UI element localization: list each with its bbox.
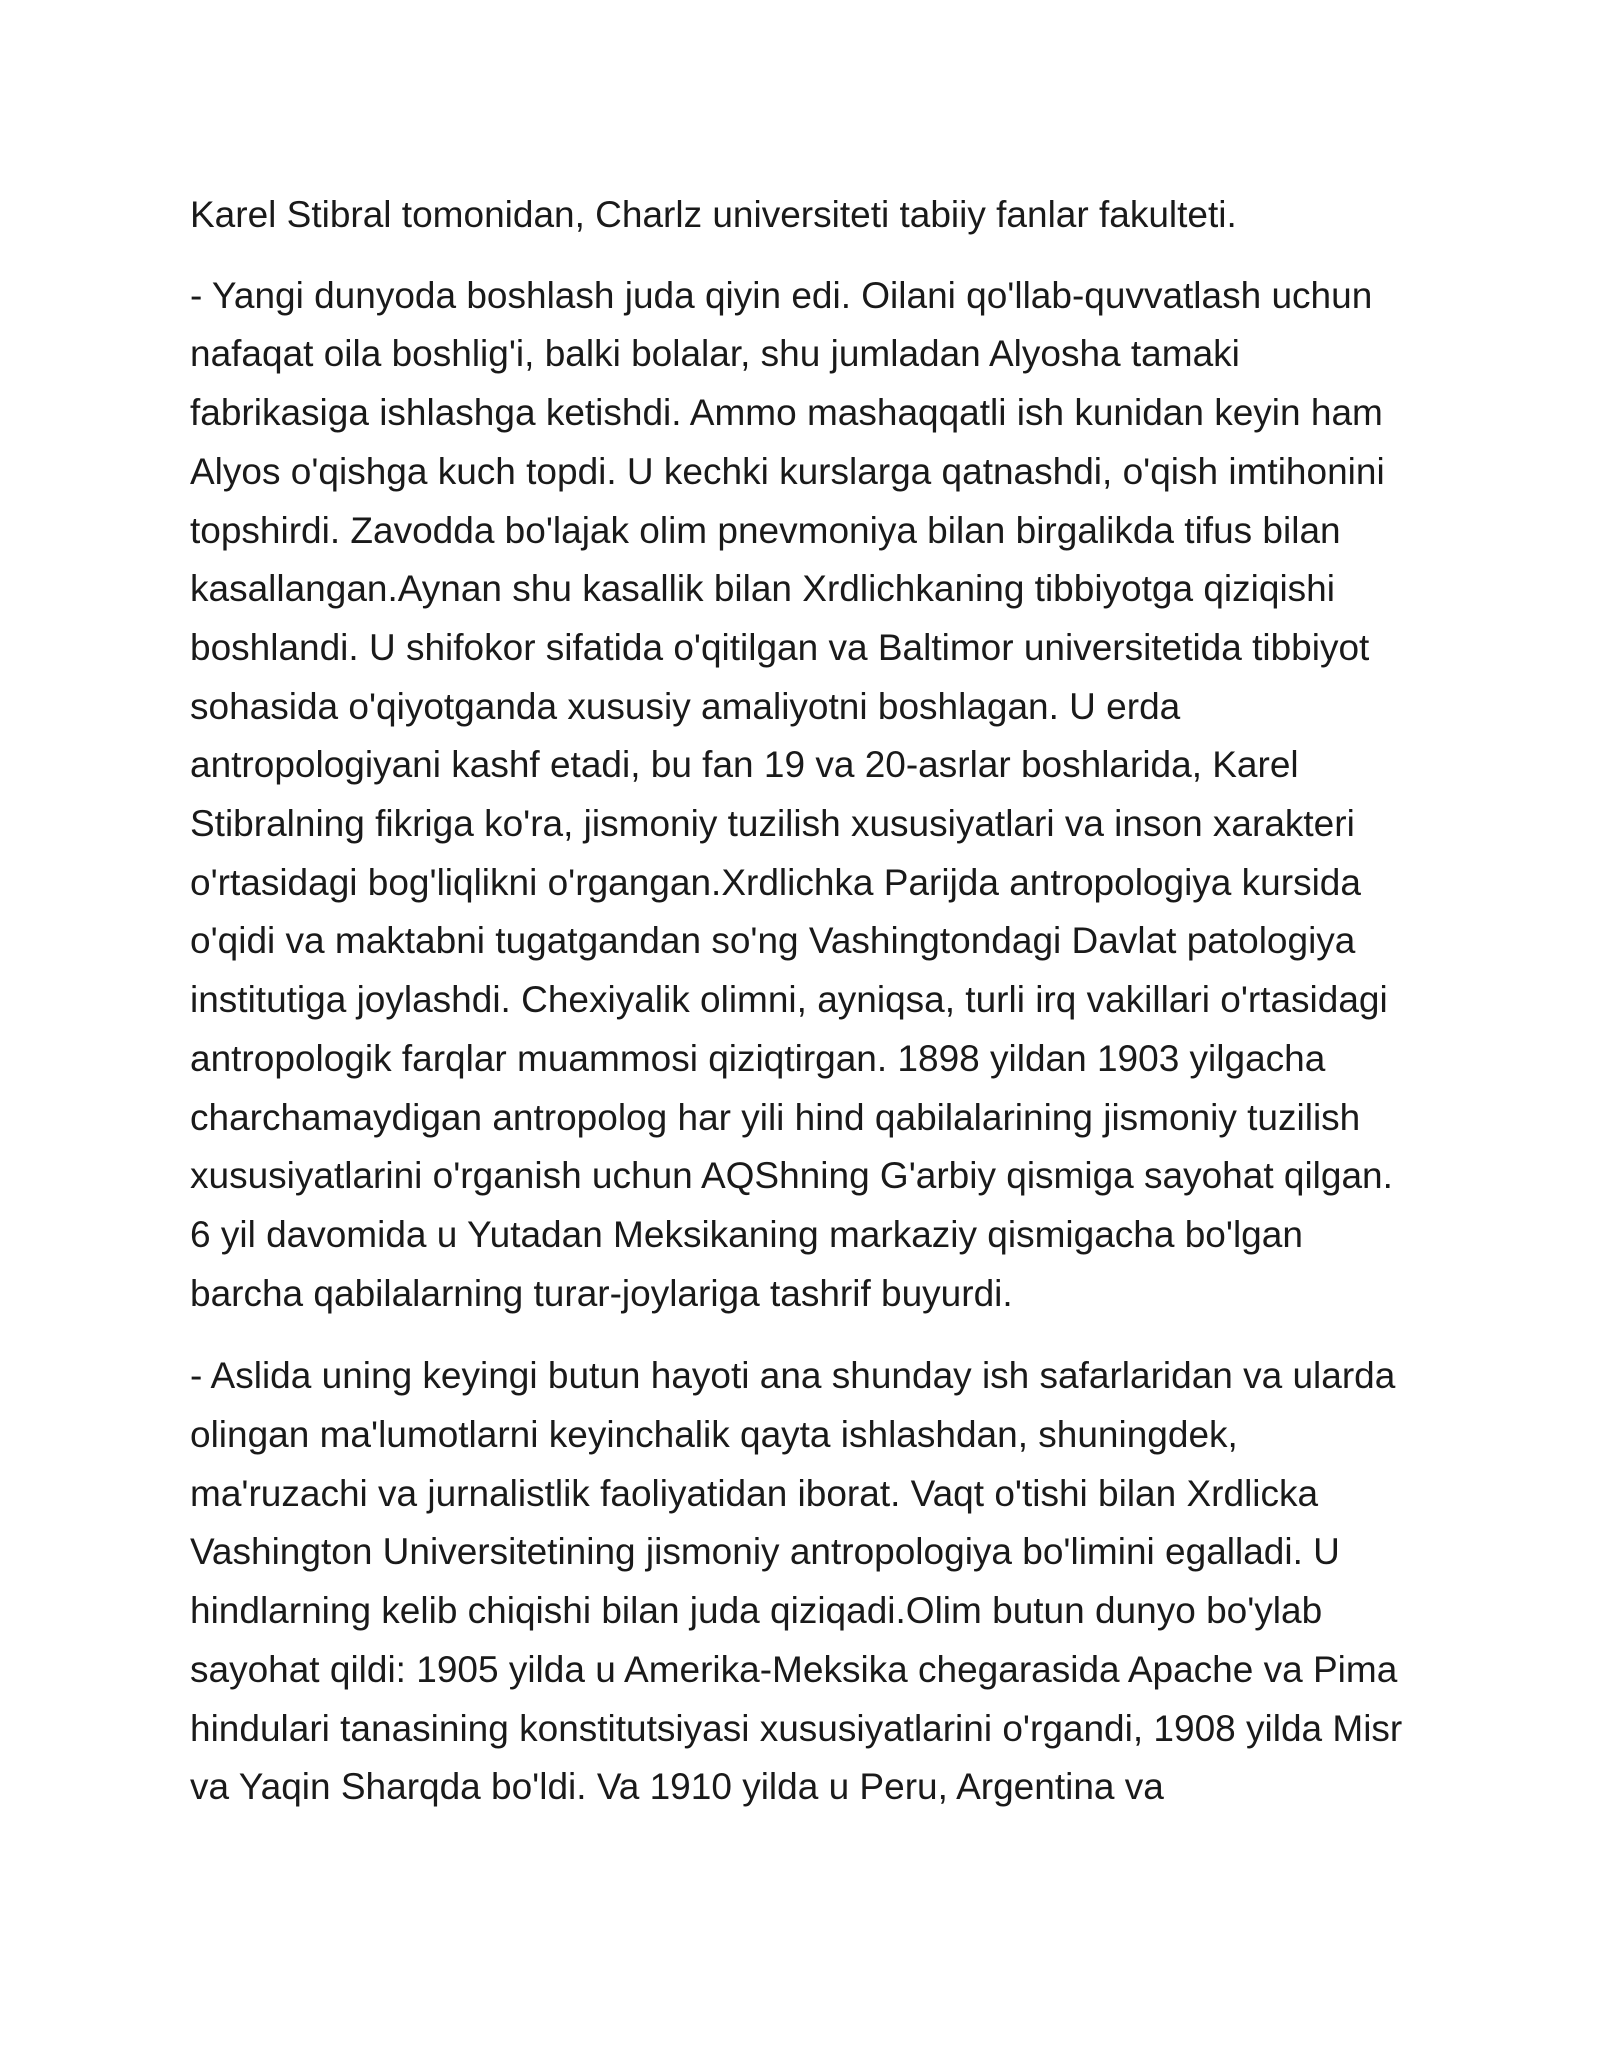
paragraph-later-life: - Aslida uning keyingi butun hayoti ana shunday ish safarlaridan va ularda olingan ma'lumotlarni keyinchalik qayta ishlashdan, shuningdek, ma'ruzachi va jurnalistlik faoliyatidan iborat. Vaqt o'tishi bilan Xrdlicka Vashington Universitetining jismoniy antropologiya bo'limini egalladi. U hindlarning kelib chiqishi bilan juda qiziqadi.Olim butun dunyo bo'ylab sayohat qildi: 1905 yilda u Amerika-Meksika chegarasida Apache va Pima hindulari tanasining konstitutsiyasi xususiyatlarini o'rgandi, 1908 yilda Misr va Yaqin Sharqda bo'ldi. Va 1910 yilda u Peru, Argentina va xyxy=(190,1355,1403,1808)
paragraph-attribution: Karel Stibral tomonidan, Charlz universiteti tabiiy fanlar fakulteti. xyxy=(190,194,1237,235)
paragraph-early-life: - Yangi dunyoda boshlash juda qiyin edi. Oilani qo'llab-quvvatlash uchun nafaqat oila boshlig'i, balki bolalar, shu jumladan Alyosha tamaki fabrikasiga ishlashga ketishdi. Ammo mashaqqatli ish kunidan keyin ham Alyos o'qishga kuch topdi. U kechki kurslarga qatnashdi, o'qish imtihonini topshirdi. Zavodda bo'lajak olim pnevmoniya bilan birgalikda tifus bilan kasallangan.Aynan shu kasallik bilan Xrdlichkaning tibbiyotga qiziqishi boshlandi. U shifokor sifatida o'qitilgan va Baltimor universitetida tibbiyot sohasida o'qiyotganda xususiy amaliyotni boshlagan. U erda antropologiyani kashf etadi, bu fan 19 va 20-asrlar boshlarida, Karel Stibralning fikriga ko'ra, jismoniy tuzilish xususiyatlari va inson xarakteri o'rtasidagi bog'liqlikni o'rgangan.Xrdlichka Parijda antropologiya kursida o'qidi va maktabni tugatgandan so'ng Vashingtondagi Davlat patologiya institutiga joylashdi. Chexiyalik olimni, ayniqsa, turli irq vakillari o'rtasidagi antropologik farqlar muammosi qiziqtirgan. 1898 yildan 1903 yilgacha charchamaydigan antropolog har yili hind qabilalarining jismoniy tuzilish xususiyatlarini o'rganish uchun AQShning G'arbiy qismiga sayohat qilgan. 6 yil davomida u Yutadan Meksikaning markaziy qismigacha bo'lgan barcha qabilalarning turar-joylariga tashrif buyurdi. xyxy=(190,274,1393,1314)
document-body xyxy=(190,186,1420,1839)
